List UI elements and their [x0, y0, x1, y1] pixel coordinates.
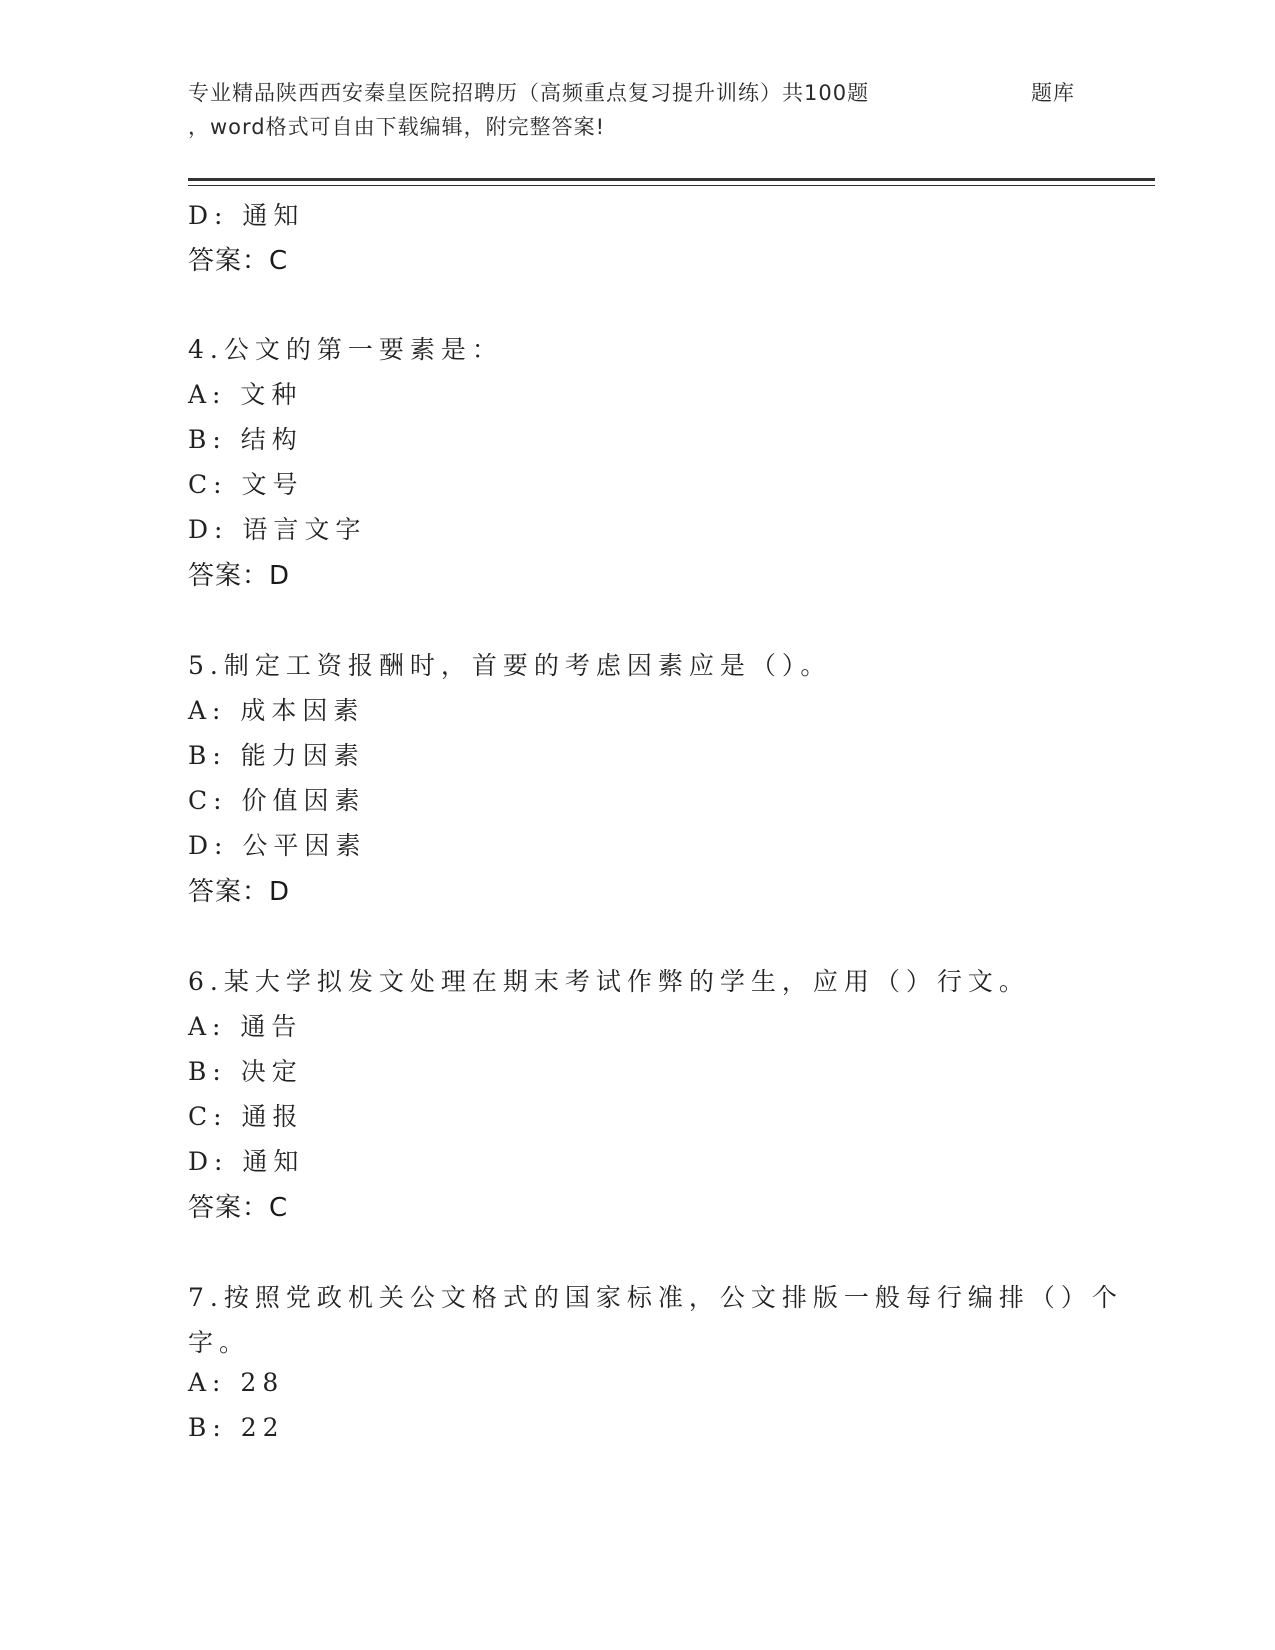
- option-line: B: 结构: [188, 425, 303, 454]
- option-line: A: 成本因素: [188, 696, 365, 725]
- question-line: 6.某大学拟发文处理在期末考试作弊的学生，应用（）行文。: [188, 967, 1030, 996]
- question-line-continued: 字。: [188, 1328, 251, 1357]
- header-tag: 题库: [1031, 81, 1075, 105]
- option-line: C: 通报: [188, 1102, 304, 1131]
- question-line: 7.按照党政机关公文格式的国家标准，公文排版一般每行编排（）个: [188, 1283, 1123, 1312]
- header-title-line2: ，word格式可自由下载编辑，附完整答案!: [188, 115, 606, 139]
- answer-line: 答案：C: [188, 1193, 289, 1223]
- question-line: 4.公文的第一要素是：: [188, 335, 503, 364]
- option-line: B: 决定: [188, 1057, 303, 1086]
- answer-line: 答案：D: [188, 561, 291, 591]
- answer-line: 答案：D: [188, 877, 291, 907]
- option-line: D: 通知: [188, 1147, 305, 1176]
- header-divider-thick: [188, 178, 1155, 181]
- answer-line: 答案：C: [188, 246, 289, 276]
- option-line: D: 公平因素: [188, 831, 367, 860]
- header-divider-thin: [188, 185, 1155, 186]
- header-title-line1: 专业精品陕西西安秦皇医院招聘历（高频重点复习提升训练）共100题: [188, 81, 870, 105]
- option-line: D: 语言文字: [188, 515, 367, 544]
- option-line: B: 22: [188, 1413, 285, 1442]
- option-line: D: 通知: [188, 201, 305, 230]
- option-line: A: 文种: [188, 380, 303, 409]
- option-line: C: 价值因素: [188, 786, 366, 815]
- option-line: A: 通告: [188, 1012, 303, 1041]
- option-line: C: 文号: [188, 470, 304, 499]
- option-line: B: 能力因素: [188, 741, 365, 770]
- option-line: A: 28: [188, 1368, 285, 1397]
- question-line: 5.制定工资报酬时，首要的考虑因素应是（）。: [188, 651, 832, 680]
